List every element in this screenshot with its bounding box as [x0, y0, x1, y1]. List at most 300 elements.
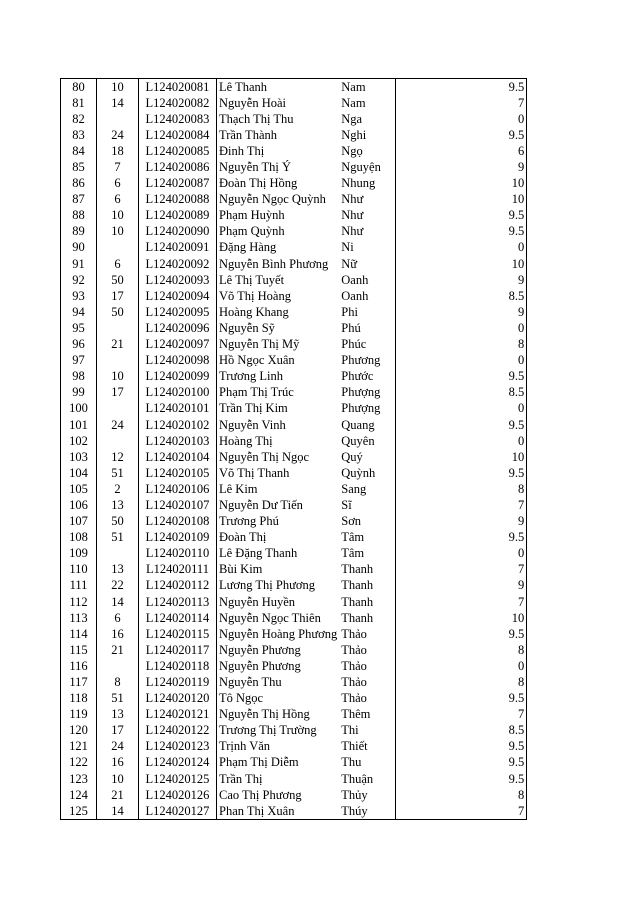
- score-cell: 0: [396, 320, 527, 336]
- score-cell: 6: [396, 143, 527, 159]
- first-name-cell: Tâm: [339, 546, 396, 562]
- row-number-cell: 122: [61, 755, 97, 771]
- score-cell: 9: [396, 272, 527, 288]
- group-number-cell: 21: [97, 337, 139, 353]
- group-number-cell: 51: [97, 691, 139, 707]
- first-name-cell: Thủy: [339, 787, 396, 803]
- first-name-cell: Sĩ: [339, 497, 396, 513]
- student-id-cell: L124020122: [139, 723, 217, 739]
- table-row: [61, 111, 527, 127]
- score-cell: 8: [396, 642, 527, 658]
- last-middle-name-cell: Võ Thị Thanh: [217, 465, 340, 481]
- student-score-table: [60, 78, 527, 820]
- last-middle-name-cell: Lê Thị Tuyết: [217, 272, 340, 288]
- student-id-cell: L124020102: [139, 417, 217, 433]
- row-number-cell: 109: [61, 546, 97, 562]
- score-cell: 7: [396, 497, 527, 513]
- last-middle-name-cell: Lương Thị Phương: [217, 578, 340, 594]
- last-middle-name-cell: Trần Thị Kim: [217, 401, 340, 417]
- first-name-cell: Oanh: [339, 272, 396, 288]
- first-name-cell: Như: [339, 192, 396, 208]
- last-middle-name-cell: Tô Ngọc: [217, 691, 340, 707]
- group-number-cell: [97, 353, 139, 369]
- first-name-cell: Nhung: [339, 176, 396, 192]
- table-row: [61, 562, 527, 578]
- table-row: [61, 481, 527, 497]
- first-name-cell: Ni: [339, 240, 396, 256]
- row-number-cell: 82: [61, 111, 97, 127]
- row-number-cell: 100: [61, 401, 97, 417]
- table-row: [61, 771, 527, 787]
- first-name-cell: Nghi: [339, 127, 396, 143]
- first-name-cell: Thảo: [339, 642, 396, 658]
- student-id-cell: L124020118: [139, 658, 217, 674]
- table-row: [61, 320, 527, 336]
- group-number-cell: 24: [97, 417, 139, 433]
- table-row: [61, 465, 527, 481]
- student-id-cell: L124020121: [139, 707, 217, 723]
- score-cell: 7: [396, 803, 527, 820]
- first-name-cell: Phương: [339, 353, 396, 369]
- row-number-cell: 120: [61, 723, 97, 739]
- student-id-cell: L124020111: [139, 562, 217, 578]
- table-row: [61, 240, 527, 256]
- first-name-cell: Thanh: [339, 578, 396, 594]
- student-id-cell: L124020117: [139, 642, 217, 658]
- student-id-cell: L124020110: [139, 546, 217, 562]
- table-row: [61, 369, 527, 385]
- student-id-cell: L124020085: [139, 143, 217, 159]
- row-number-cell: 121: [61, 739, 97, 755]
- student-id-cell: L124020082: [139, 95, 217, 111]
- table-row: [61, 578, 527, 594]
- row-number-cell: 110: [61, 562, 97, 578]
- score-cell: 9.5: [396, 79, 527, 96]
- last-middle-name-cell: Nguyễn Thu: [217, 674, 340, 690]
- score-cell: 0: [396, 546, 527, 562]
- first-name-cell: Nữ: [339, 256, 396, 272]
- last-middle-name-cell: Phan Thị Xuân: [217, 803, 340, 820]
- row-number-cell: 95: [61, 320, 97, 336]
- group-number-cell: 10: [97, 208, 139, 224]
- score-cell: 9.5: [396, 771, 527, 787]
- last-middle-name-cell: Trần Thành: [217, 127, 340, 143]
- first-name-cell: Nga: [339, 111, 396, 127]
- student-id-cell: L124020106: [139, 481, 217, 497]
- group-number-cell: [97, 320, 139, 336]
- last-middle-name-cell: Nguyễn Phương: [217, 642, 340, 658]
- row-number-cell: 125: [61, 803, 97, 820]
- group-number-cell: 50: [97, 514, 139, 530]
- group-number-cell: [97, 658, 139, 674]
- score-cell: 8: [396, 481, 527, 497]
- score-cell: 7: [396, 95, 527, 111]
- student-id-cell: L124020083: [139, 111, 217, 127]
- score-cell: 9: [396, 578, 527, 594]
- last-middle-name-cell: Nguyễn Ngọc Thiên: [217, 610, 340, 626]
- first-name-cell: Oanh: [339, 288, 396, 304]
- group-number-cell: 50: [97, 304, 139, 320]
- score-cell: 9.5: [396, 417, 527, 433]
- group-number-cell: [97, 240, 139, 256]
- table-row: [61, 143, 527, 159]
- group-number-cell: 10: [97, 79, 139, 96]
- student-id-cell: L124020089: [139, 208, 217, 224]
- student-id-cell: L124020103: [139, 433, 217, 449]
- score-cell: 0: [396, 353, 527, 369]
- table-row: [61, 208, 527, 224]
- row-number-cell: 117: [61, 674, 97, 690]
- row-number-cell: 84: [61, 143, 97, 159]
- last-middle-name-cell: Nguyễn Thị Ý: [217, 159, 340, 175]
- group-number-cell: 14: [97, 803, 139, 820]
- table-row: [61, 530, 527, 546]
- row-number-cell: 97: [61, 353, 97, 369]
- group-number-cell: 51: [97, 530, 139, 546]
- score-cell: 8.5: [396, 723, 527, 739]
- last-middle-name-cell: Bùi Kim: [217, 562, 340, 578]
- table-row: [61, 723, 527, 739]
- group-number-cell: [97, 401, 139, 417]
- table-row: [61, 159, 527, 175]
- first-name-cell: Như: [339, 208, 396, 224]
- student-id-cell: L124020114: [139, 610, 217, 626]
- score-cell: 8.5: [396, 288, 527, 304]
- group-number-cell: 18: [97, 143, 139, 159]
- student-id-cell: L124020097: [139, 337, 217, 353]
- first-name-cell: Phước: [339, 369, 396, 385]
- table-row: [61, 288, 527, 304]
- score-cell: 9.5: [396, 208, 527, 224]
- table-row: [61, 353, 527, 369]
- table-row: [61, 626, 527, 642]
- row-number-cell: 98: [61, 369, 97, 385]
- group-number-cell: 13: [97, 497, 139, 513]
- row-number-cell: 90: [61, 240, 97, 256]
- student-id-cell: L124020093: [139, 272, 217, 288]
- student-id-cell: L124020112: [139, 578, 217, 594]
- table-row: [61, 433, 527, 449]
- row-number-cell: 91: [61, 256, 97, 272]
- group-number-cell: 21: [97, 787, 139, 803]
- first-name-cell: Thuận: [339, 771, 396, 787]
- group-number-cell: 14: [97, 594, 139, 610]
- score-cell: 8.5: [396, 385, 527, 401]
- student-id-cell: L124020115: [139, 626, 217, 642]
- first-name-cell: Thảo: [339, 658, 396, 674]
- group-number-cell: 10: [97, 771, 139, 787]
- group-number-cell: 12: [97, 449, 139, 465]
- last-middle-name-cell: Lê Thanh: [217, 79, 340, 96]
- first-name-cell: Phi: [339, 304, 396, 320]
- student-id-cell: L124020081: [139, 79, 217, 96]
- first-name-cell: Nam: [339, 95, 396, 111]
- group-number-cell: 7: [97, 159, 139, 175]
- row-number-cell: 88: [61, 208, 97, 224]
- first-name-cell: Sang: [339, 481, 396, 497]
- last-middle-name-cell: Nguyễn Vinh: [217, 417, 340, 433]
- last-middle-name-cell: Trần Thị: [217, 771, 340, 787]
- last-middle-name-cell: Cao Thị Phương: [217, 787, 340, 803]
- score-cell: 10: [396, 192, 527, 208]
- score-cell: 9.5: [396, 626, 527, 642]
- last-middle-name-cell: Nguyễn Bình Phương: [217, 256, 340, 272]
- score-cell: 10: [396, 449, 527, 465]
- row-number-cell: 87: [61, 192, 97, 208]
- row-number-cell: 96: [61, 337, 97, 353]
- first-name-cell: Thiết: [339, 739, 396, 755]
- group-number-cell: 17: [97, 288, 139, 304]
- last-middle-name-cell: Nguyễn Thị Mỹ: [217, 337, 340, 353]
- last-middle-name-cell: Đoàn Thị Hồng: [217, 176, 340, 192]
- group-number-cell: 21: [97, 642, 139, 658]
- score-cell: 8: [396, 674, 527, 690]
- row-number-cell: 107: [61, 514, 97, 530]
- last-middle-name-cell: Hoàng Thị: [217, 433, 340, 449]
- first-name-cell: Thi: [339, 723, 396, 739]
- student-id-cell: L124020091: [139, 240, 217, 256]
- table-row: [61, 79, 527, 96]
- last-middle-name-cell: Nguyễn Ngọc Quỳnh: [217, 192, 340, 208]
- group-number-cell: 8: [97, 674, 139, 690]
- last-middle-name-cell: Hồ Ngọc Xuân: [217, 353, 340, 369]
- table-row: [61, 514, 527, 530]
- group-number-cell: [97, 546, 139, 562]
- score-cell: 9.5: [396, 755, 527, 771]
- row-number-cell: 81: [61, 95, 97, 111]
- row-number-cell: 113: [61, 610, 97, 626]
- row-number-cell: 119: [61, 707, 97, 723]
- student-id-cell: L124020105: [139, 465, 217, 481]
- last-middle-name-cell: Đinh Thị: [217, 143, 340, 159]
- score-cell: 0: [396, 240, 527, 256]
- student-id-cell: L124020104: [139, 449, 217, 465]
- last-middle-name-cell: Lê Kim: [217, 481, 340, 497]
- last-middle-name-cell: Nguyễn Huyền: [217, 594, 340, 610]
- student-id-cell: L124020087: [139, 176, 217, 192]
- table-row: [61, 497, 527, 513]
- table-row: [61, 707, 527, 723]
- table-row: [61, 674, 527, 690]
- table-row: [61, 658, 527, 674]
- group-number-cell: 10: [97, 369, 139, 385]
- table-row: [61, 417, 527, 433]
- student-id-cell: L124020098: [139, 353, 217, 369]
- last-middle-name-cell: Phạm Thị Diễm: [217, 755, 340, 771]
- score-cell: 0: [396, 658, 527, 674]
- first-name-cell: Thảo: [339, 691, 396, 707]
- score-cell: 0: [396, 111, 527, 127]
- table-row: [61, 256, 527, 272]
- group-number-cell: 17: [97, 385, 139, 401]
- first-name-cell: Phú: [339, 320, 396, 336]
- score-cell: 9.5: [396, 465, 527, 481]
- row-number-cell: 118: [61, 691, 97, 707]
- score-cell: 8: [396, 337, 527, 353]
- last-middle-name-cell: Đoàn Thị: [217, 530, 340, 546]
- first-name-cell: Quỳnh: [339, 465, 396, 481]
- score-cell: 10: [396, 256, 527, 272]
- row-number-cell: 89: [61, 224, 97, 240]
- student-id-cell: L124020092: [139, 256, 217, 272]
- first-name-cell: Thanh: [339, 562, 396, 578]
- student-id-cell: L124020086: [139, 159, 217, 175]
- row-number-cell: 94: [61, 304, 97, 320]
- group-number-cell: 6: [97, 610, 139, 626]
- group-number-cell: 24: [97, 127, 139, 143]
- first-name-cell: Tâm: [339, 530, 396, 546]
- table-row: [61, 610, 527, 626]
- last-middle-name-cell: Võ Thị Hoàng: [217, 288, 340, 304]
- last-middle-name-cell: Trương Thị Trường: [217, 723, 340, 739]
- table-row: [61, 755, 527, 771]
- first-name-cell: Thảo: [339, 626, 396, 642]
- student-id-cell: L124020123: [139, 739, 217, 755]
- last-middle-name-cell: Trương Linh: [217, 369, 340, 385]
- student-id-cell: L124020099: [139, 369, 217, 385]
- table-row: [61, 385, 527, 401]
- score-cell: 9.5: [396, 530, 527, 546]
- table-row: [61, 95, 527, 111]
- table-row: [61, 642, 527, 658]
- last-middle-name-cell: Trịnh Văn: [217, 739, 340, 755]
- table-row: [61, 176, 527, 192]
- table-row: [61, 224, 527, 240]
- last-middle-name-cell: Phạm Huỳnh: [217, 208, 340, 224]
- first-name-cell: Thanh: [339, 610, 396, 626]
- student-id-cell: L124020094: [139, 288, 217, 304]
- group-number-cell: 6: [97, 192, 139, 208]
- student-id-cell: L124020119: [139, 674, 217, 690]
- table-row: [61, 803, 527, 820]
- first-name-cell: Thanh: [339, 594, 396, 610]
- group-number-cell: 10: [97, 224, 139, 240]
- student-id-cell: L124020126: [139, 787, 217, 803]
- student-id-cell: L124020084: [139, 127, 217, 143]
- table-row: [61, 739, 527, 755]
- group-number-cell: 13: [97, 707, 139, 723]
- group-number-cell: 14: [97, 95, 139, 111]
- group-number-cell: 17: [97, 723, 139, 739]
- table-row: [61, 401, 527, 417]
- table-row: [61, 546, 527, 562]
- last-middle-name-cell: Thạch Thị Thu: [217, 111, 340, 127]
- row-number-cell: 124: [61, 787, 97, 803]
- row-number-cell: 80: [61, 79, 97, 96]
- table-row: [61, 304, 527, 320]
- group-number-cell: 50: [97, 272, 139, 288]
- row-number-cell: 115: [61, 642, 97, 658]
- score-cell: 9.5: [396, 224, 527, 240]
- first-name-cell: Phượng: [339, 385, 396, 401]
- first-name-cell: Sơn: [339, 514, 396, 530]
- first-name-cell: Phúc: [339, 337, 396, 353]
- student-id-cell: L124020101: [139, 401, 217, 417]
- score-cell: 10: [396, 176, 527, 192]
- last-middle-name-cell: Nguyễn Thị Ngọc: [217, 449, 340, 465]
- score-cell: 9.5: [396, 127, 527, 143]
- row-number-cell: 83: [61, 127, 97, 143]
- last-middle-name-cell: Nguyễn Phương: [217, 658, 340, 674]
- group-number-cell: 13: [97, 562, 139, 578]
- row-number-cell: 99: [61, 385, 97, 401]
- student-id-cell: L124020108: [139, 514, 217, 530]
- score-cell: 0: [396, 401, 527, 417]
- first-name-cell: Quyên: [339, 433, 396, 449]
- student-id-cell: L124020120: [139, 691, 217, 707]
- row-number-cell: 108: [61, 530, 97, 546]
- row-number-cell: 105: [61, 481, 97, 497]
- first-name-cell: Phượng: [339, 401, 396, 417]
- student-id-cell: L124020113: [139, 594, 217, 610]
- row-number-cell: 123: [61, 771, 97, 787]
- student-id-cell: L124020100: [139, 385, 217, 401]
- group-number-cell: 16: [97, 755, 139, 771]
- table-row: [61, 449, 527, 465]
- last-middle-name-cell: Nguyễn Thị Hồng: [217, 707, 340, 723]
- first-name-cell: Nguyện: [339, 159, 396, 175]
- row-number-cell: 85: [61, 159, 97, 175]
- group-number-cell: [97, 111, 139, 127]
- row-number-cell: 104: [61, 465, 97, 481]
- student-id-cell: L124020090: [139, 224, 217, 240]
- row-number-cell: 106: [61, 497, 97, 513]
- table-row: [61, 594, 527, 610]
- row-number-cell: 102: [61, 433, 97, 449]
- table-body: [61, 79, 527, 820]
- score-cell: 8: [396, 787, 527, 803]
- group-number-cell: 2: [97, 481, 139, 497]
- last-middle-name-cell: Nguyễn Hoài: [217, 95, 340, 111]
- row-number-cell: 92: [61, 272, 97, 288]
- score-cell: 9: [396, 304, 527, 320]
- score-cell: 7: [396, 594, 527, 610]
- group-number-cell: 51: [97, 465, 139, 481]
- group-number-cell: [97, 433, 139, 449]
- last-middle-name-cell: Nguyễn Sỹ: [217, 320, 340, 336]
- score-cell: 10: [396, 610, 527, 626]
- first-name-cell: Thu: [339, 755, 396, 771]
- row-number-cell: 86: [61, 176, 97, 192]
- last-middle-name-cell: Lê Đặng Thanh: [217, 546, 340, 562]
- row-number-cell: 93: [61, 288, 97, 304]
- group-number-cell: 24: [97, 739, 139, 755]
- student-id-cell: L124020095: [139, 304, 217, 320]
- row-number-cell: 116: [61, 658, 97, 674]
- last-middle-name-cell: Nguyễn Dư Tiến: [217, 497, 340, 513]
- first-name-cell: Như: [339, 224, 396, 240]
- score-cell: 9: [396, 159, 527, 175]
- score-cell: 7: [396, 562, 527, 578]
- row-number-cell: 114: [61, 626, 97, 642]
- row-number-cell: 103: [61, 449, 97, 465]
- last-middle-name-cell: Phạm Quỳnh: [217, 224, 340, 240]
- row-number-cell: 111: [61, 578, 97, 594]
- last-middle-name-cell: Phạm Thị Trúc: [217, 385, 340, 401]
- table-row: [61, 691, 527, 707]
- group-number-cell: 22: [97, 578, 139, 594]
- last-middle-name-cell: Trương Phú: [217, 514, 340, 530]
- score-cell: 0: [396, 433, 527, 449]
- group-number-cell: 16: [97, 626, 139, 642]
- student-id-cell: L124020096: [139, 320, 217, 336]
- student-id-cell: L124020107: [139, 497, 217, 513]
- student-id-cell: L124020109: [139, 530, 217, 546]
- score-cell: 9.5: [396, 369, 527, 385]
- table-row: [61, 337, 527, 353]
- first-name-cell: Ngọ: [339, 143, 396, 159]
- first-name-cell: Thêm: [339, 707, 396, 723]
